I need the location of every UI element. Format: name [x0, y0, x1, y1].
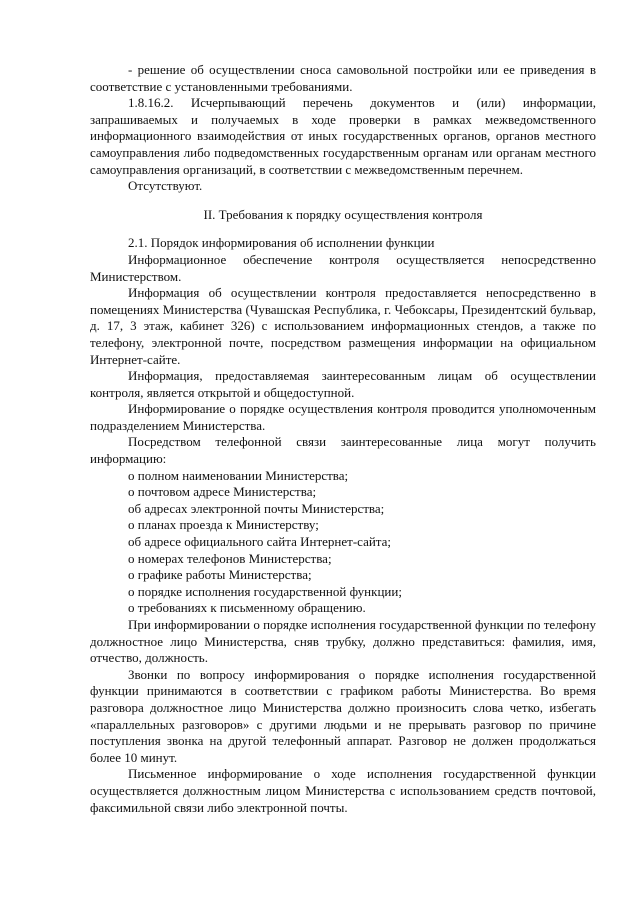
info-list — [90, 468, 596, 617]
list-item: об адресах электронной почты Министерства; — [128, 500, 385, 516]
paragraph-documents-list: 1.8.16.2. Исчерпывающий перечень документов и (или) информации, запрашиваемых и получаемых в ходе проверки в рамках межведомственного информационного взаимодействия от иных государственных органов, органов местного самоуправления либо подведомственных государственным органам или органам местного самоуправления организаций, в соответствии с межведомственным перечнем. — [90, 95, 596, 177]
list-item: о номерах телефонов Министерства; — [128, 550, 332, 566]
paragraph-info-location: Информация об осуществлении контроля предоставляется непосредственно в помещениях Министерства (Чувашская Республика, г. Чебоксары, Президентский бульвар, д. 17, 3 этаж, кабинет 326) с использованием информационных стендов, а также по телефону, электронной почте, посредством размещения информации на официальном Интернет-сайте. — [90, 285, 596, 367]
list-item: о требованиях к письменному обращению. — [128, 600, 366, 616]
list-item: об адресе официального сайта Интернет-сайта; — [128, 534, 392, 550]
paragraph-absent: Отсутствуют. — [128, 178, 203, 194]
paragraph-info-department: Информирование о порядке осуществления контроля проводится уполномоченным подразделением Министерства. — [90, 401, 596, 433]
list-item: о почтовом адресе Министерства; — [128, 484, 317, 500]
paragraph-phone-info: Посредством телефонной связи заинтересованные лица могут получить информацию: — [90, 434, 596, 467]
paragraph-demolition-decision: - решение об осуществлении сноса самовольной постройки или ее приведения в соответствие с установленными требованиями. — [90, 62, 596, 94]
paragraph-call-schedule: Звонки по вопросу информирования о порядке исполнения государственной функции принимаются в соответствии с графиком работы Министерства. Во время разговора должностное лицо Министерства должно произносить слова четко, избегать «параллельных разговоров» с другими людьми и не прерывать разговор по причине поступления звонка на другой телефонный аппарат. Разговор не должен продолжаться более 10 минут. — [90, 666, 596, 765]
list-item: о планах проезда к Министерству; — [128, 517, 319, 533]
list-item: о порядке исполнения государственной функции; — [128, 583, 402, 599]
subsection-title: 2.1. Порядок информирования об исполнении функции — [128, 235, 435, 251]
section-title: II. Требования к порядку осуществления контроля — [203, 206, 483, 222]
list-item: о полном наименовании Министерства; — [128, 467, 349, 483]
paragraph-phone-rules: При информировании о порядке исполнения государственной функции по телефону должностное лицо Министерства, сняв трубку, должно представиться: фамилия, имя, отчество, должность. — [90, 617, 596, 666]
paragraph-written-info: Письменное информирование о ходе исполнения государственной функции осуществляется должностным лицом Министерства с использованием средств почтовой, факсимильной связи либо электронной почты. — [90, 766, 596, 815]
paragraph-info-open: Информация, предоставляемая заинтересованным лицам об осуществлении контроля, является открытой и общедоступной. — [90, 368, 596, 400]
paragraph-info-provision: Информационное обеспечение контроля осуществляется непосредственно Министерством. — [90, 251, 596, 284]
list-item: о графике работы Министерства; — [128, 567, 312, 583]
document-page — [90, 62, 596, 816]
